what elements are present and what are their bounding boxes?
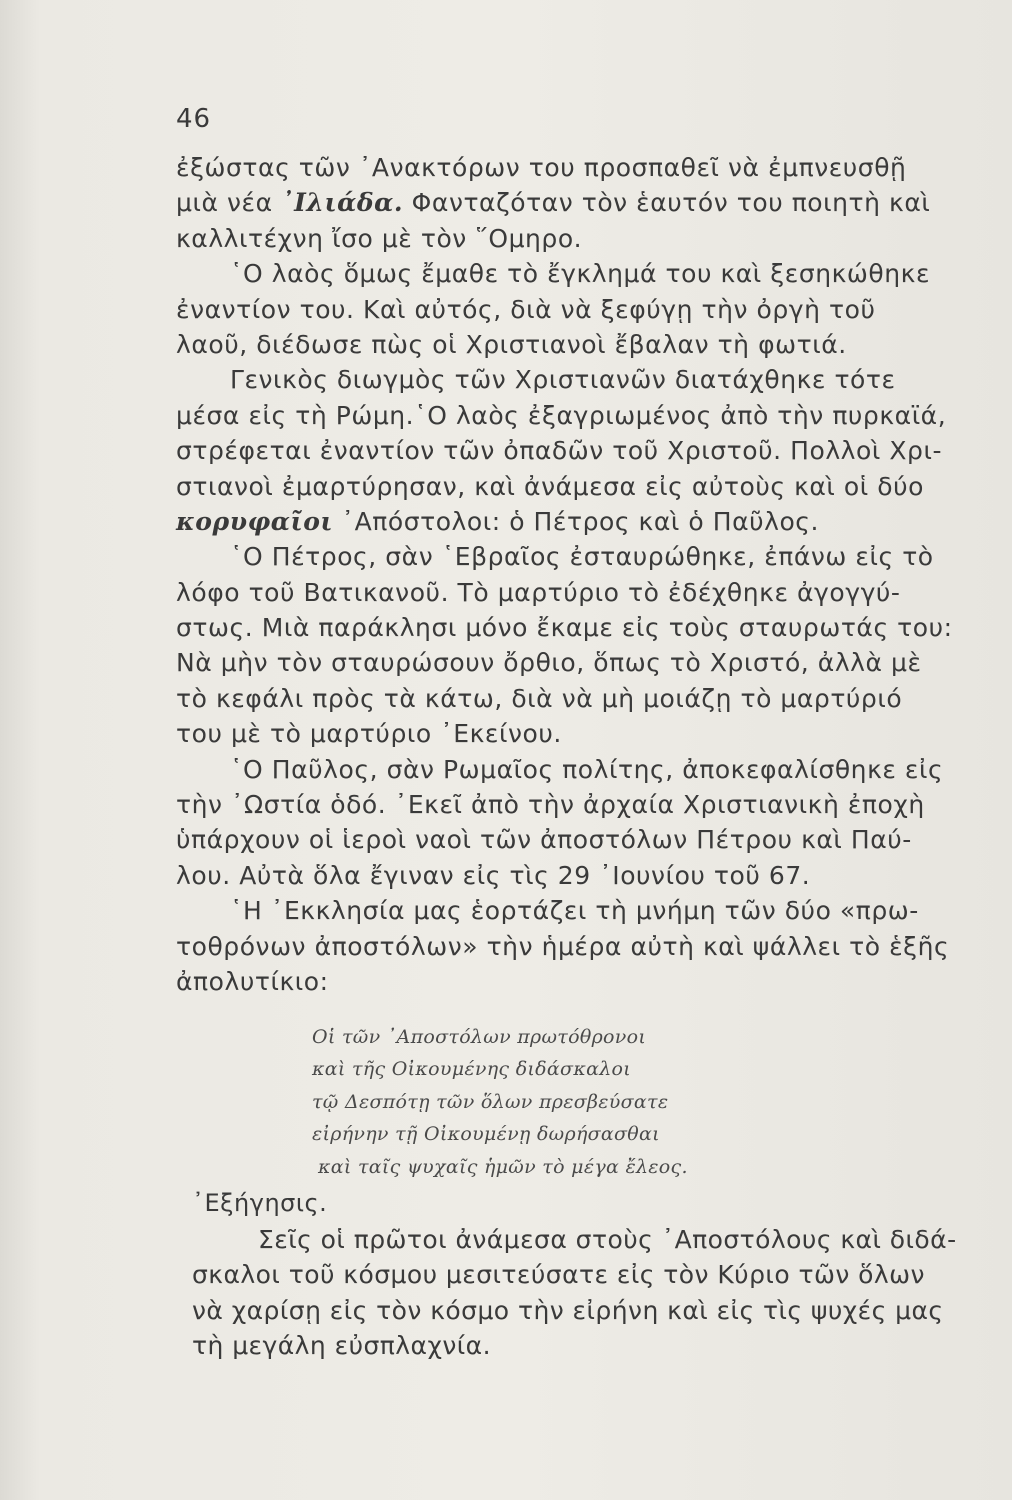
text-line: ὑπάρχουν οἱ ἱεροὶ ναοὶ τῶν ἀποστόλων Πέτρου καὶ Παύ-: [176, 825, 912, 855]
text-line: ἐξώστας τῶν ᾿Ανακτόρων του προσπαθεῖ νὰ ἐμπνευσθῇ: [176, 153, 907, 182]
text-line: τὴ μεγάλη εὐσπλαχνία.: [192, 1331, 492, 1361]
text-line: [176, 504, 966, 539]
hymn-line: εἰρήνην τῇ Οἰκουμένῃ δωρήσασθαι: [312, 1123, 660, 1146]
text-line: καλλιτέχνη ἴσο μὲ τὸν ῞Ομηρο.: [176, 223, 583, 253]
hymn-line: καὶ ταῖς ψυχαῖς ἡμῶν τὸ μέγα ἔλεος.: [318, 1155, 688, 1178]
paragraph-start-line: ῾Η ᾿Εκκλησία μας ἑορτάζει τὴ μνήμη τῶν δύο «πρω-: [230, 896, 919, 926]
text-line: του μὲ τὸ μαρτύριο ᾿Εκείνου.: [176, 719, 562, 749]
text-line: [176, 185, 966, 220]
paragraph-start-line: Σεῖς οἱ πρῶτοι ἀνάμεσα στοὺς ᾿Αποστόλους καὶ διδά-: [258, 1225, 957, 1254]
text-segment: μιὰ νέα: [176, 188, 282, 218]
text-line: Νὰ μὴν τὸν σταυρώσουν ὄρθιο, ὅπως τὸ Χριστό, ἀλλὰ μὲ: [176, 648, 922, 678]
paragraph-start-line: ῾Ο Παῦλος, σὰν Ρωμαῖος πολίτης, ἀποκεφαλίσθηκε εἰς: [230, 754, 944, 784]
main-text: [176, 150, 966, 999]
emphasized-title: ᾿Ιλιάδα.: [281, 188, 404, 218]
text-line: στιανοὶ ἐμαρτύρησαν, καὶ ἀνάμεσα εἰς αὐτοὺς καὶ οἱ δύο: [176, 471, 924, 501]
text-line: τὴν ᾿Ωστία ὁδό. ᾿Εκεῖ ἀπὸ τὴν ἀρχαία Χριστιανικὴ ἐποχὴ: [176, 790, 925, 820]
text-line: μέσα εἰς τὴ Ρώμη.῾Ο λαὸς ἐξαγριωμένος ἀπὸ τὴν πυρκαϊά,: [176, 400, 947, 430]
apolytikion-hymn: [312, 1021, 872, 1183]
text-line: λόφο τοῦ Βατικανοῦ. Τὸ μαρτύριο τὸ ἐδέχθηκε ἀγογγύ-: [176, 577, 901, 607]
text-line: σκαλοι τοῦ κόσμου μεσιτεύσατε εἰς τὸν Κύριο τῶν ὅλων: [192, 1260, 925, 1290]
text-line: νὰ χαρίσῃ εἰς τὸν κόσμο τὴν εἰρήνη καὶ εἰς τὶς ψυχές μας: [192, 1295, 944, 1325]
text-line: λου. Αὐτὰ ὅλα ἔγιναν εἰς τὶς 29 ᾿Ιουνίου τοῦ 67.: [176, 860, 811, 890]
text-line: στως. Μιὰ παράκλησι μόνο ἔκαμε εἰς τοὺς σταυρωτάς του:: [176, 613, 953, 643]
text-line: τοθρόνων ἀποστόλων» τὴν ἡμέρα αὐτὴ καὶ ψάλλει τὸ ἑξῆς: [176, 931, 950, 961]
explanation-heading: ᾿Εξήγησις.: [192, 1189, 328, 1217]
text-line: ἀπολυτίκιο:: [176, 966, 329, 996]
text-line: λαοῦ, διέδωσε πὼς οἱ Χριστιανοὶ ἔβαλαν τὴ φωτιά.: [176, 329, 847, 359]
paragraph-start-line: ῾Ο Πέτρος, σὰν ῾Εβραῖος ἐσταυρώθηκε, ἐπάνω εἰς τὸ: [230, 542, 934, 572]
text-line: τὸ κεφάλι πρὸς τὰ κάτω, διὰ νὰ μὴ μοιάζῃ τὸ μαρτύριό: [176, 683, 903, 713]
paragraph-start-line: Γενικὸς διωγμὸς τῶν Χριστιανῶν διατάχθηκε τότε: [230, 365, 896, 395]
text-segment: Φανταζόταν τὸν ἑαυτόν του ποιητὴ καὶ: [403, 188, 931, 218]
emphasized-word: κορυφαῖοι: [176, 506, 334, 536]
hymn-line: Οἱ τῶν ᾿Αποστόλων πρωτόθρονοι: [312, 1026, 647, 1048]
hymn-line: τῷ Δεσπότῃ τῶν ὅλων πρεσβεύσατε: [312, 1090, 669, 1113]
explanation-text: [192, 1222, 972, 1364]
paragraph-start-line: ῾Ο λαὸς ὅμως ἔμαθε τὸ ἔγκλημά του καὶ ξεσηκώθηκε: [230, 259, 931, 289]
text-line: ἐναντίον του. Καὶ αὐτός, διὰ νὰ ξεφύγῃ τὴν ὀργὴ τοῦ: [176, 294, 876, 324]
text-line: στρέφεται ἐναντίον τῶν ὀπαδῶν τοῦ Χριστοῦ. Πολλοὶ Χρι-: [176, 436, 943, 466]
hymn-line: καὶ τῆς Οἰκουμένης διδάσκαλοι: [312, 1058, 632, 1081]
text-segment: ᾿Απόστολοι: ὁ Πέτρος καὶ ὁ Παῦλος.: [333, 506, 820, 536]
page-number: 46: [176, 104, 212, 134]
